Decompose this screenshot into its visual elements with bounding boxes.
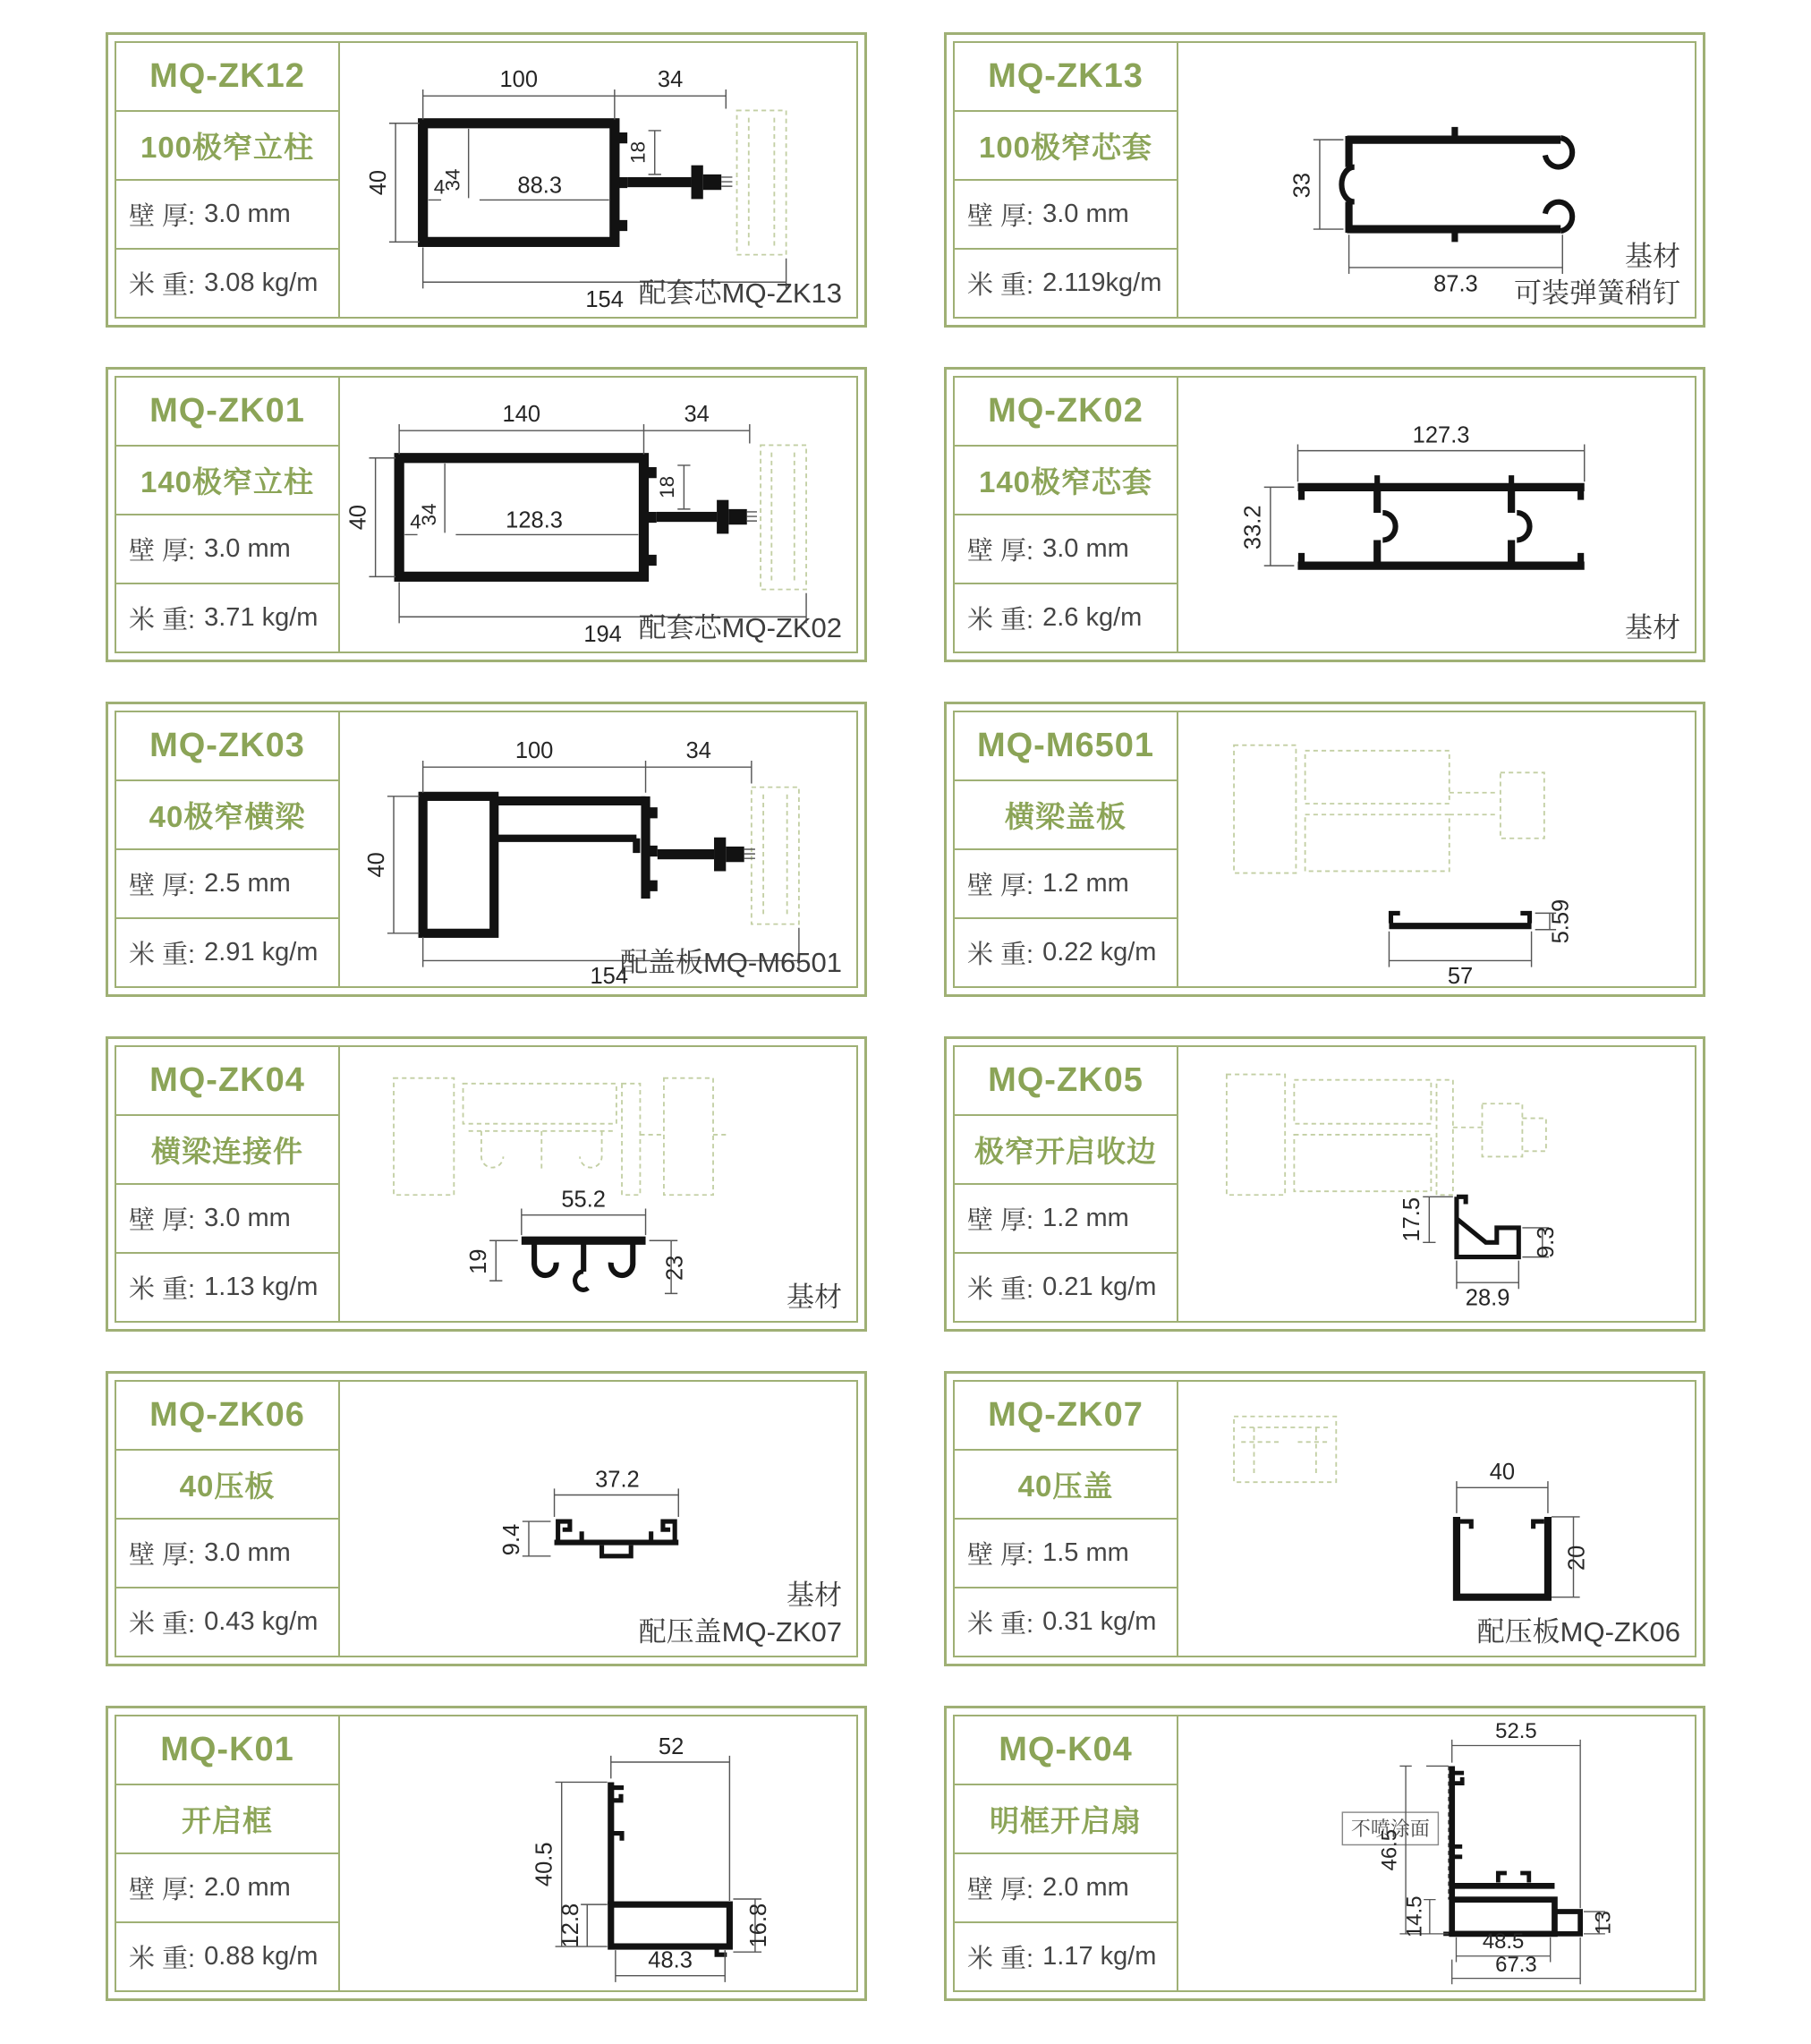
- wall-thickness: 壁 厚: 3.0 mm: [955, 515, 1177, 584]
- model-code: MQ-ZK03: [116, 712, 338, 781]
- dim-label: 48.3: [648, 1947, 693, 1973]
- dim-label: 52: [658, 1733, 684, 1759]
- profile-shape: [1389, 913, 1531, 925]
- dim-label: 87.3: [1433, 271, 1478, 297]
- dim-label: 57: [1447, 963, 1474, 986]
- dim-label: 128.3: [506, 507, 564, 533]
- profile-shape: [423, 123, 733, 243]
- product-name: 明框开启扇: [955, 1785, 1177, 1854]
- label-table: [955, 1382, 1178, 1656]
- wall-thickness: 壁 厚: 3.0 mm: [116, 1185, 338, 1254]
- wall-thickness: 壁 厚: 3.0 mm: [116, 515, 338, 584]
- wall-thickness: 壁 厚: 1.5 mm: [955, 1520, 1177, 1588]
- dim-label: 127.3: [1412, 422, 1470, 448]
- model-code: MQ-ZK12: [116, 43, 338, 112]
- meter-weight: 米 重: 2.119kg/m: [967, 268, 1162, 300]
- dim-label: 9.4: [498, 1523, 524, 1556]
- dim-label: 40: [345, 504, 371, 531]
- label-table: [955, 712, 1178, 986]
- profile-card-mq-m6501: [944, 702, 1705, 997]
- label-table: [955, 43, 1178, 317]
- product-name: 横梁盖板: [955, 781, 1177, 850]
- dim-label: 55.2: [561, 1187, 607, 1213]
- card-grid: [106, 32, 1705, 2001]
- dim-label: 34: [685, 738, 711, 763]
- product-name: 横梁连接件: [116, 1116, 338, 1185]
- dim-label: 34: [657, 66, 684, 92]
- note: 基材: [1625, 611, 1680, 643]
- profile-card-mq-zk13: [944, 32, 1705, 328]
- profile-card-mq-zk12: [106, 32, 867, 328]
- profile-shape: [1297, 475, 1584, 566]
- drawing-area: [340, 712, 856, 986]
- profile-card-mq-zk03: [106, 702, 867, 997]
- dim-label: 4: [433, 175, 446, 199]
- dim-label: 140: [502, 401, 541, 427]
- dim-label: 40.5: [531, 1842, 557, 1887]
- model-code: MQ-ZK07: [955, 1382, 1177, 1451]
- drawing-area: [340, 378, 856, 652]
- profile-shape: [1341, 127, 1572, 243]
- drawing-area: [1178, 43, 1695, 317]
- dim-label: 5.59: [1548, 899, 1574, 944]
- dim-label: 37.2: [595, 1467, 640, 1493]
- profile-shape: [611, 1782, 730, 1955]
- wall-thickness: 壁 厚: 2.5 mm: [116, 850, 338, 919]
- drawing-area: [340, 1382, 856, 1656]
- dim-label: 48.5: [1482, 1929, 1525, 1955]
- meter-weight: 米 重: 3.71 kg/m: [129, 603, 319, 634]
- model-code: MQ-K04: [955, 1716, 1177, 1785]
- dim-label: 154: [585, 286, 624, 312]
- profile-card-mq-zk02: [944, 367, 1705, 662]
- product-name: 极窄开启收边: [955, 1116, 1177, 1185]
- model-code: MQ-ZK13: [955, 43, 1177, 112]
- dim-label: 194: [583, 621, 622, 647]
- product-name: 40压板: [116, 1451, 338, 1520]
- dim-label: 52.5: [1495, 1718, 1537, 1743]
- label-table: [116, 43, 340, 317]
- profile-card-mq-zk07: [944, 1371, 1705, 1666]
- product-name: 140极窄芯套: [955, 447, 1177, 515]
- model-code: MQ-M6501: [955, 712, 1177, 781]
- dim-label: 67.3: [1495, 1952, 1537, 1977]
- model-code: MQ-K01: [116, 1716, 338, 1785]
- product-name: 40压盖: [955, 1451, 1177, 1520]
- wall-thickness: 壁 厚: 2.0 mm: [116, 1854, 338, 1923]
- ghost-profile: [752, 788, 799, 924]
- meter-weight: 米 重: 2.6 kg/m: [967, 603, 1143, 634]
- label-table: [116, 1382, 340, 1656]
- drawing-area: [340, 43, 856, 317]
- wall-thickness: 壁 厚: 3.0 mm: [116, 181, 338, 250]
- ghost-profile: [394, 1078, 726, 1196]
- product-name: 100极窄立柱: [116, 112, 338, 181]
- ghost-profile: [1234, 745, 1544, 873]
- dimension-lines: [1399, 1197, 1559, 1310]
- note: 配盖板MQ-M6501: [619, 946, 842, 978]
- dimension-lines: [1389, 899, 1573, 986]
- dim-label: 100: [514, 738, 554, 763]
- profile-shape: [1457, 1517, 1548, 1597]
- dim-label: 154: [590, 963, 629, 986]
- profile-shape: [1457, 1197, 1518, 1256]
- model-code: MQ-ZK04: [116, 1047, 338, 1116]
- dim-label: 46.5: [1377, 1828, 1402, 1871]
- profile-drawing: [1178, 378, 1695, 652]
- profile-card-mq-zk06: [106, 1371, 867, 1666]
- profile-card-mq-zk04: [106, 1036, 867, 1332]
- dim-label: 12.8: [558, 1903, 584, 1948]
- face-label: 不喷涂面: [1350, 1817, 1430, 1840]
- label-table: [116, 1716, 340, 1990]
- dim-label: 34: [684, 401, 710, 427]
- dim-label: 40: [1489, 1460, 1516, 1486]
- drawing-area: [1178, 1382, 1695, 1656]
- note: 配套芯MQ-ZK13: [638, 277, 842, 309]
- drawing-area: [1178, 1716, 1695, 1990]
- dim-label: 13: [1591, 1911, 1616, 1935]
- dim-label: 34: [441, 168, 464, 192]
- profile-card-mq-k01: [106, 1706, 867, 2001]
- note: 基材 可装弹簧稍钉: [1514, 241, 1680, 309]
- wall-thickness: 壁 厚: 1.2 mm: [955, 1185, 1177, 1254]
- profile-card-mq-k04: [944, 1706, 1705, 2001]
- dim-label: 18: [656, 475, 679, 498]
- product-name: 开启框: [116, 1785, 338, 1854]
- label-table: [955, 1047, 1178, 1321]
- profile-card-mq-zk05: [944, 1036, 1705, 1332]
- note: 配套芯MQ-ZK02: [638, 611, 842, 643]
- meter-weight: 米 重: 1.17 kg/m: [967, 1942, 1157, 1973]
- dim-label: 14.5: [1402, 1895, 1427, 1938]
- label-table: [955, 1716, 1178, 1990]
- model-code: MQ-ZK02: [955, 378, 1177, 447]
- profile-drawing: [1178, 712, 1695, 986]
- dim-label: 88.3: [517, 173, 563, 199]
- wall-thickness: 壁 厚: 1.2 mm: [955, 850, 1177, 919]
- meter-weight: 米 重: 0.21 kg/m: [967, 1273, 1157, 1304]
- dimension-lines: [1457, 1460, 1590, 1597]
- label-table: [116, 712, 340, 986]
- profile-shape: [423, 796, 755, 933]
- meter-weight: 米 重: 3.08 kg/m: [129, 268, 319, 300]
- dim-label: 19: [466, 1248, 492, 1274]
- note: 基材 配压盖MQ-ZK07: [638, 1580, 842, 1648]
- wall-thickness: 壁 厚: 2.0 mm: [955, 1854, 1177, 1923]
- model-code: MQ-ZK05: [955, 1047, 1177, 1116]
- meter-weight: 米 重: 0.31 kg/m: [967, 1607, 1157, 1639]
- profile-drawing: [1178, 1047, 1695, 1321]
- profile-shape: [1443, 1766, 1580, 1933]
- profile-shape: [399, 458, 757, 577]
- product-name: 40极窄横梁: [116, 781, 338, 850]
- meter-weight: 米 重: 0.22 kg/m: [967, 938, 1157, 969]
- profile-shape: [555, 1521, 679, 1556]
- meter-weight: 米 重: 1.13 kg/m: [129, 1273, 319, 1304]
- dim-label: 34: [417, 503, 440, 526]
- dim-label: 100: [499, 66, 539, 92]
- dimension-lines: [1378, 1719, 1616, 1984]
- meter-weight: 米 重: 0.88 kg/m: [129, 1942, 319, 1973]
- ghost-profile: [761, 445, 806, 589]
- profile-drawing: [340, 1716, 856, 1990]
- note: 配压板MQ-ZK06: [1476, 1615, 1680, 1648]
- drawing-area: [1178, 712, 1695, 986]
- dim-label: 17.5: [1399, 1197, 1425, 1242]
- dim-label: 23: [662, 1255, 688, 1282]
- meter-weight: 米 重: 2.91 kg/m: [129, 938, 319, 969]
- dimension-lines: [1241, 422, 1585, 566]
- model-code: MQ-ZK01: [116, 378, 338, 447]
- dim-label: 4: [410, 510, 421, 533]
- dim-label: 40: [363, 852, 389, 878]
- label-table: [116, 1047, 340, 1321]
- drawing-area: [340, 1047, 856, 1321]
- wall-thickness: 壁 厚: 3.0 mm: [116, 1520, 338, 1588]
- note: 基材: [786, 1281, 842, 1313]
- profile-shape: [522, 1240, 646, 1290]
- model-code: MQ-ZK06: [116, 1382, 338, 1451]
- drawing-area: [1178, 1047, 1695, 1321]
- product-name: 140极窄立柱: [116, 447, 338, 515]
- ghost-profile: [1227, 1075, 1546, 1196]
- dim-label: 18: [626, 141, 650, 164]
- dim-label: 9.3: [1534, 1226, 1560, 1259]
- dim-label: 16.8: [746, 1903, 772, 1948]
- dim-label: 20: [1564, 1545, 1590, 1571]
- drawing-area: [340, 1716, 856, 1990]
- ghost-profile: [737, 110, 786, 254]
- dim-label: 33: [1289, 172, 1315, 199]
- drawing-area: [1178, 378, 1695, 652]
- profile-drawing: [1178, 1716, 1695, 1990]
- label-table: [116, 378, 340, 652]
- label-table: [955, 378, 1178, 652]
- profile-drawing: [340, 1047, 856, 1321]
- wall-thickness: 壁 厚: 3.0 mm: [955, 181, 1177, 250]
- dim-label: 33.2: [1240, 505, 1266, 550]
- ghost-profile: [1234, 1417, 1336, 1482]
- dim-label: 40: [365, 169, 391, 196]
- profile-card-mq-zk01: [106, 367, 867, 662]
- meter-weight: 米 重: 0.43 kg/m: [129, 1607, 319, 1639]
- product-name: 100极窄芯套: [955, 112, 1177, 181]
- dim-label: 28.9: [1465, 1285, 1510, 1311]
